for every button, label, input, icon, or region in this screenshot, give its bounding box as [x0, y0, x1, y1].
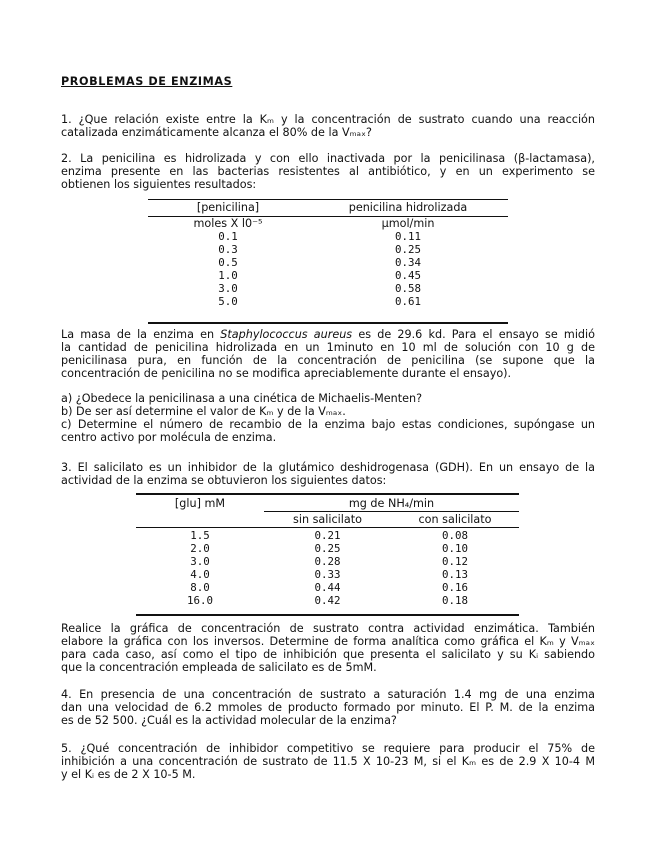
problem-3-instructions	[61, 622, 595, 674]
text-line: Realice la gráfica de concentración de sustrato contra actividad enzimática. También	[61, 622, 595, 635]
table-cell: 0.58	[394, 282, 421, 295]
column-header-glu: [glu] mM	[174, 497, 226, 510]
table2-rule-bottom	[136, 614, 519, 616]
table-cell: 0.25	[314, 542, 341, 555]
text-line: 1. ¿Que relación existe entre la Kₘ y la concentración de sustrato cuando una reacción	[61, 113, 595, 126]
column-header: penicilina hidrolizada	[348, 201, 468, 214]
table-cell: 0.42	[314, 594, 341, 607]
column-header-con: con salicilato	[418, 513, 492, 526]
table-cell: 0.5	[218, 256, 238, 269]
table-cell: 0.28	[314, 555, 341, 568]
text-line: dan una velocidad de 6.2 mmoles de producto formado por minuto. El P. M. de la enzima	[61, 701, 595, 714]
table-cell: 0.1	[218, 230, 238, 243]
text-line: para cada caso, así como el tipo de inhibición que presenta el salicilato y su Kᵢ sabiendo	[61, 648, 595, 661]
unit-label: moles X l0⁻⁵	[193, 217, 263, 230]
table-row	[148, 230, 508, 243]
table-row	[148, 269, 508, 282]
table-row	[136, 594, 519, 607]
page-title: PROBLEMAS DE ENZIMAS	[61, 75, 233, 88]
unit-label: µmol/min	[381, 217, 435, 230]
table-cell: 8.0	[190, 581, 210, 594]
table-cell: 0.33	[314, 568, 341, 581]
table2-rule-top	[136, 493, 519, 495]
text-line: catalizada enzimáticamente alcanza el 80% de la Vₘₐₓ?	[61, 126, 372, 139]
table-row	[136, 555, 519, 568]
table-row	[148, 295, 508, 308]
table-cell: 0.44	[314, 581, 341, 594]
text-line: inhibición a una concentración de sustrato de 11.5 X 10-23 M, si el Kₘ es de 2.9 X 10-4 M	[61, 755, 595, 768]
table-row	[148, 243, 508, 256]
text-line: que la concentración empleada de salicilato es de 5mM.	[61, 661, 377, 674]
text-line: y el Kᵢ es de 2 X 10-5 M.	[61, 768, 196, 781]
table-cell: 0.45	[394, 269, 421, 282]
table-cell: 2.0	[190, 542, 210, 555]
question-c: c) Determine el número de recambio de la enzima bajo estas condiciones, supóngase un	[61, 418, 595, 431]
text-line: 5. ¿Qué concentración de inhibidor competitivo se requiere para producir el 75% de	[61, 742, 595, 755]
table-cell: 3.0	[190, 555, 210, 568]
table-rule-bottom	[148, 322, 508, 324]
table-cell: 0.3	[218, 243, 238, 256]
problem-2	[61, 152, 595, 191]
table-cell: 0.21	[314, 529, 341, 542]
problem-2-context	[61, 328, 595, 380]
text-line: 2. La penicilina es hidrolizada y con ello inactivada por la penicilinasa (β-lactamasa),	[61, 152, 595, 165]
text-line: la cantidad de penicilina hidrolizada en un 1minuto en 10 ml de solución con 10 g de	[61, 341, 595, 354]
table-cell: 0.08	[441, 529, 468, 542]
problem-1	[61, 113, 595, 139]
table-row	[136, 542, 519, 555]
text-line: penicilinasa pura, en función de la concentración de penicilina (se supone que la	[61, 354, 595, 367]
question-c-cont: centro activo por molécula de enzima.	[61, 431, 277, 444]
table2-rule-group	[264, 511, 519, 512]
text-line: es de 52 500. ¿Cuál es la actividad molecular de la enzima?	[61, 714, 397, 727]
table-rule-top	[148, 199, 508, 200]
table-cell: 3.0	[218, 282, 238, 295]
problem-3	[61, 461, 595, 487]
table-cell: 5.0	[218, 295, 238, 308]
column-header: [penicilina]	[196, 201, 260, 214]
problem-2-questions	[61, 392, 595, 444]
column-header-group: mg de NH₄/min	[348, 497, 435, 510]
text-line: concentración de penicilina no se modifica apreciablemente durante el ensayo).	[61, 367, 512, 380]
table-cell: 0.11	[394, 230, 421, 243]
table-row	[136, 568, 519, 581]
table2-rule-mid	[136, 527, 519, 528]
text-line: La masa de la enzima en Staphylococcus aureus es de 29.6 kd. Para el ensayo se midió	[61, 328, 595, 341]
table-row	[136, 581, 519, 594]
salicylate-table	[136, 529, 519, 607]
table-cell: 1.5	[190, 529, 210, 542]
table-cell: 16.0	[186, 594, 213, 607]
table-cell: 0.13	[441, 568, 468, 581]
table-cell: 0.10	[441, 542, 468, 555]
penicillin-table	[148, 201, 508, 214]
text-line: 3. El salicilato es un inhibidor de la glutámico deshidrogenasa (GDH). En un ensayo de la	[61, 461, 595, 474]
table-cell: 0.18	[441, 594, 468, 607]
table-cell: 1.0	[218, 269, 238, 282]
table-cell: 0.16	[441, 581, 468, 594]
problem-4	[61, 688, 595, 727]
text-line: actividad de la enzima se obtuvieron los siguientes datos:	[61, 474, 387, 487]
text-line: obtienen los siguientes resultados:	[61, 178, 257, 191]
problem-5	[61, 742, 595, 781]
table-cell: 0.61	[394, 295, 421, 308]
penicillin-table-body	[148, 217, 508, 308]
table-row	[136, 529, 519, 542]
table-cell: 0.34	[394, 256, 421, 269]
question-a: a) ¿Obedece la penicilinasa a una cinética de Michaelis-Menten?	[61, 392, 423, 405]
table-cell: 0.12	[441, 555, 468, 568]
question-b: b) De ser así determine el valor de Kₘ y de la Vₘₐₓ.	[61, 405, 346, 418]
table-cell: 0.25	[394, 243, 421, 256]
species-name: Staphylococcus aureus	[220, 328, 353, 341]
table-row	[148, 256, 508, 269]
column-header-sin: sin salicilato	[293, 513, 362, 526]
text-line: 4. En presencia de una concentración de sustrato a saturación 1.4 mg de una enzima	[61, 688, 595, 701]
table-cell: 4.0	[190, 568, 210, 581]
text-line: elabore la gráfica con los inversos. Determine de forma analítica como gráfica el Kₘ y Vₘₐₓ	[61, 635, 595, 648]
text-line: enzima presente en las bacterias resistentes al antibiótico, y en un experimento se	[61, 165, 595, 178]
table-row	[148, 282, 508, 295]
